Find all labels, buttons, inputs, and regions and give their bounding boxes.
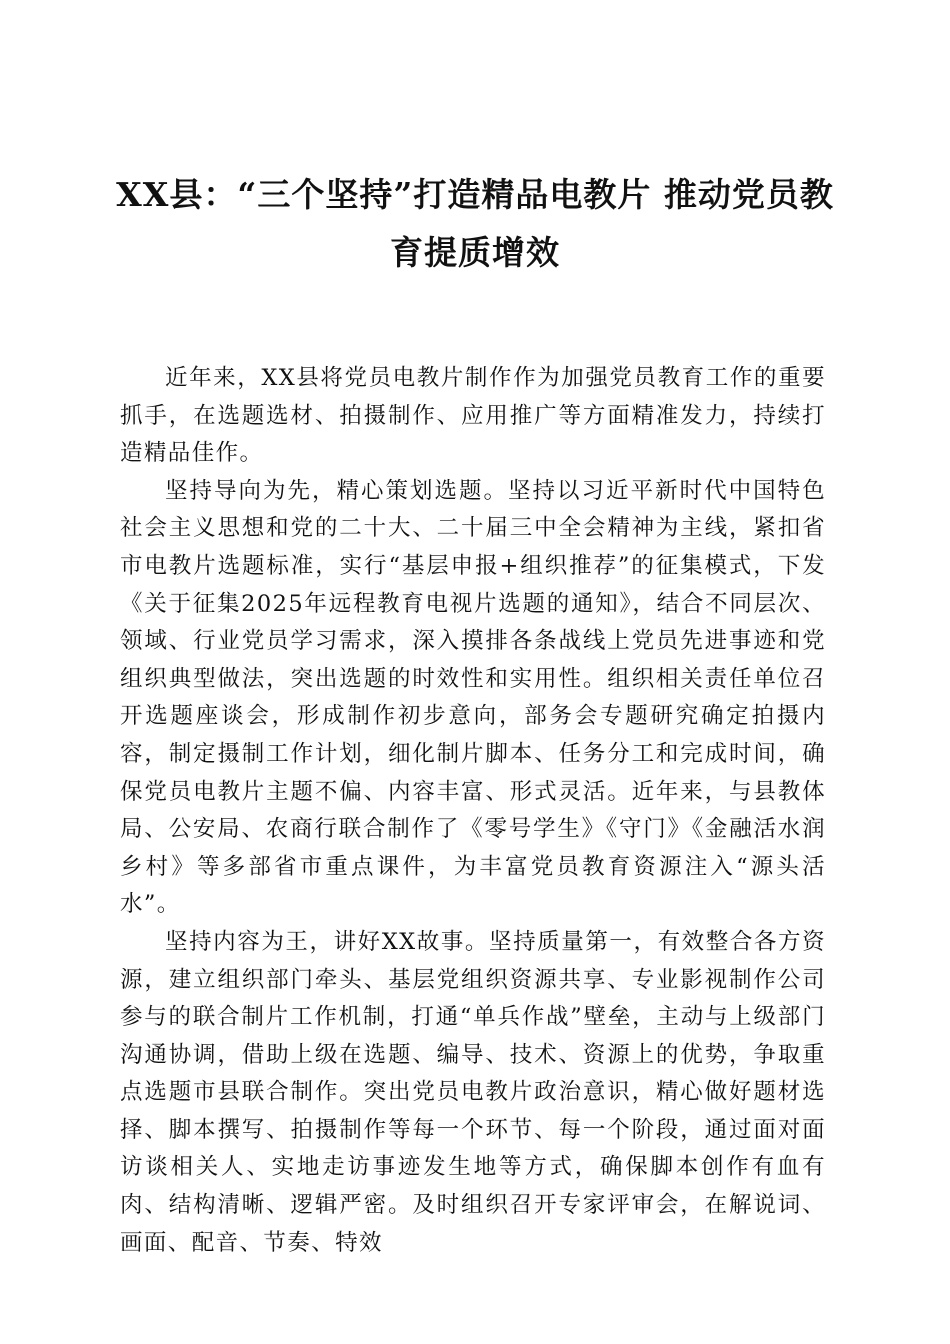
paragraph-topic-selection: 坚持导向为先，精心策划选题。坚持以习近平新时代中国特色社会主义思想和党的二十大、二十届三中全会精神为主线，紧扣省市电教片选题标准，实行“基层申报+组织推荐”的征集模式，下发《关于征集2025年远程教育电视片选题的通知》，结合不同层次、领域、行业党员学习需求，深入摸排各条战线上党员先进事迹和党组织典型做法，突出选题的时效性和实用性。组织相关责任单位召开选题座谈会，形成制作初步意向，部务会专题研究确定拍摄内容，制定摄制工作计划，细化制片脚本、任务分工和完成时间，确保党员电教片主题不偏、内容丰富、形式灵活。近年来，与县教体局、公安局、农商行联合制作了《零号学生》《守门》《金融活水润乡村》等多部省市重点课件，为丰富党员教育资源注入“源头活水”。 xyxy=(120,477,826,918)
paragraph-content-quality: 坚持内容为王，讲好XX故事。坚持质量第一，有效整合各方资源，建立组织部门牵头、基层党组织资源共享、专业影视制作公司参与的联合制片工作机制，打通“单兵作战”壁垒，主动与上级部门沟通协调，借助上级在选题、编导、技术、资源上的优势，争取重点选题市县联合制作。突出党员电教片政治意识，精心做好题材选择、脚本撰写、拍摄制作等每一个环节、每一个阶段，通过面对面访谈相关人、实地走访事迹发生地等方式，确保脚本创作有血有肉、结构清晰、逻辑严密。及时组织召开专家评审会，在解说词、画面、配音、节奏、特效 xyxy=(120,928,826,1256)
document-body xyxy=(120,360,826,1262)
document-title: XX县：“三个坚持”打造精品电教片 推动党员教育提质增效 xyxy=(116,175,834,272)
paragraph-intro: 近年来，XX县将党员电教片制作作为加强党员教育工作的重要抓手，在选题选材、拍摄制作、应用推广等方面精准发力，持续打造精品佳作。 xyxy=(120,365,826,467)
